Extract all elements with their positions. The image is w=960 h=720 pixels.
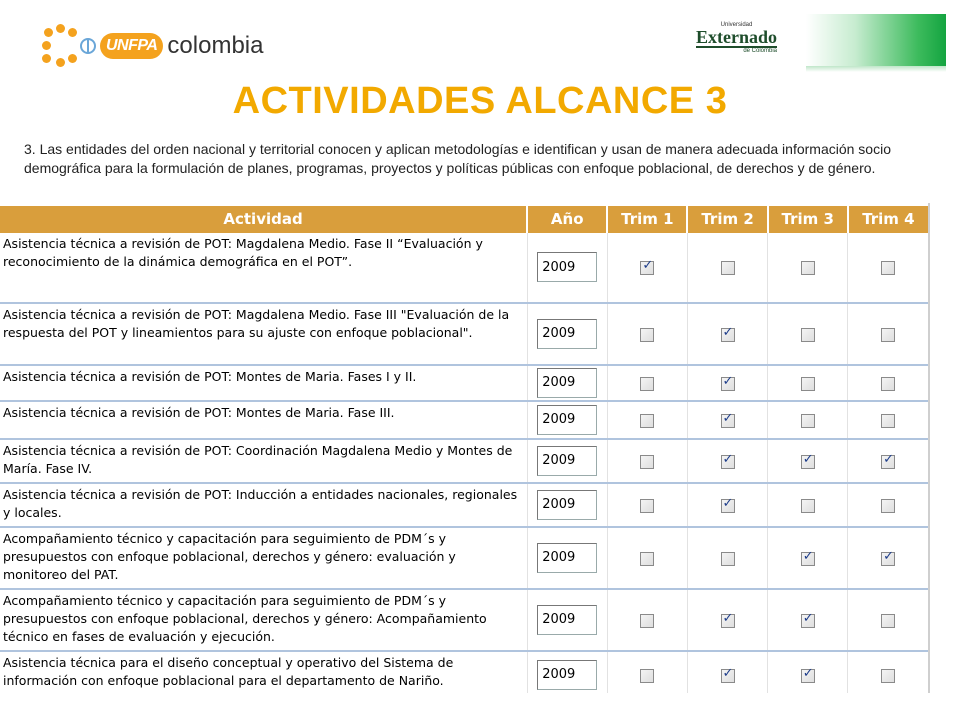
table-header-row xyxy=(0,205,928,233)
year-input[interactable] xyxy=(537,368,597,398)
activities-table xyxy=(0,203,928,693)
column-header-trim-3: Trim 3 xyxy=(768,205,848,233)
year-input[interactable] xyxy=(537,543,597,573)
activity-cell: Asistencia técnica a revisión de POT: Montes de Maria. Fases I y II. xyxy=(0,365,527,401)
trim-4-cell xyxy=(848,439,928,483)
trim-3-checkbox[interactable] xyxy=(801,669,815,683)
trim-2-checkbox[interactable] xyxy=(721,669,735,683)
year-input[interactable] xyxy=(537,490,597,520)
trim-3-cell xyxy=(768,401,848,439)
trim-3-cell xyxy=(768,589,848,651)
trim-2-cell xyxy=(687,365,767,401)
table-row xyxy=(0,365,928,401)
green-decorative-band xyxy=(806,14,946,66)
table-row xyxy=(0,233,928,303)
trim-2-checkbox[interactable] xyxy=(721,552,735,566)
trim-1-cell xyxy=(607,303,687,365)
externado-logo-sub: de Colombia xyxy=(743,48,777,54)
trim-2-cell xyxy=(687,651,767,694)
trim-4-checkbox[interactable] xyxy=(881,669,895,683)
activities-table-wrapper xyxy=(0,203,928,693)
column-header-trim-1: Trim 1 xyxy=(607,205,687,233)
trim-1-checkbox[interactable] xyxy=(640,552,654,566)
trim-4-cell xyxy=(848,483,928,527)
trim-2-checkbox[interactable] xyxy=(721,328,735,342)
table-right-edge xyxy=(928,203,930,693)
year-cell xyxy=(527,439,607,483)
activity-cell: Acompañamiento técnico y capacitación para seguimiento de PDM´s y presupuestos con enfoque poblacional, derechos y género: evaluación y monitoreo del PAT. xyxy=(0,527,527,589)
trim-3-cell xyxy=(768,439,848,483)
activity-cell: Asistencia técnica a revisión de POT: Coordinación Magdalena Medio y Montes de María. Fase IV. xyxy=(0,439,527,483)
table-row xyxy=(0,589,928,651)
activity-cell: Acompañamiento técnico y capacitación para seguimiento de PDM´s y presupuestos con enfoque poblacional, derechos y género: Acompañamiento técnico en fases de evaluación y ejecución. xyxy=(0,589,527,651)
trim-1-cell xyxy=(607,233,687,303)
trim-2-checkbox[interactable] xyxy=(721,414,735,428)
trim-3-checkbox[interactable] xyxy=(801,552,815,566)
trim-3-cell xyxy=(768,651,848,694)
trim-1-checkbox[interactable] xyxy=(640,261,654,275)
trim-3-cell xyxy=(768,365,848,401)
unfpa-country-text: colombia xyxy=(167,32,264,59)
year-cell xyxy=(527,401,607,439)
unfpa-dots-icon xyxy=(42,24,78,68)
trim-3-cell xyxy=(768,233,848,303)
column-header-trim-2: Trim 2 xyxy=(687,205,767,233)
un-globe-icon xyxy=(80,38,96,54)
activity-cell: Asistencia técnica a revisión de POT: Inducción a entidades nacionales, regionales y locales. xyxy=(0,483,527,527)
trim-2-checkbox[interactable] xyxy=(721,377,735,391)
trim-2-cell xyxy=(687,303,767,365)
trim-2-checkbox[interactable] xyxy=(721,455,735,469)
externado-logo-name: Externado xyxy=(696,27,777,47)
trim-1-cell xyxy=(607,527,687,589)
trim-1-checkbox[interactable] xyxy=(640,328,654,342)
trim-1-cell xyxy=(607,439,687,483)
table-row xyxy=(0,303,928,365)
activity-cell: Asistencia técnica para el diseño conceptual y operativo del Sistema de información con enfoque poblacional para el departamento de Nariño. xyxy=(0,651,527,694)
column-header-trim-4: Trim 4 xyxy=(848,205,928,233)
trim-2-checkbox[interactable] xyxy=(721,499,735,513)
trim-1-cell xyxy=(607,589,687,651)
trim-3-checkbox[interactable] xyxy=(801,328,815,342)
trim-1-cell xyxy=(607,483,687,527)
year-input[interactable] xyxy=(537,446,597,476)
trim-4-cell xyxy=(848,651,928,694)
trim-2-cell xyxy=(687,401,767,439)
trim-1-cell xyxy=(607,401,687,439)
trim-3-checkbox[interactable] xyxy=(801,377,815,391)
trim-2-cell xyxy=(687,439,767,483)
trim-4-checkbox[interactable] xyxy=(881,377,895,391)
trim-1-checkbox[interactable] xyxy=(640,614,654,628)
activity-cell: Asistencia técnica a revisión de POT: Magdalena Medio. Fase III "Evaluación de la respuesta del POT y lineamientos para su ajuste con enfoque poblacional". xyxy=(0,303,527,365)
trim-4-cell xyxy=(848,303,928,365)
year-input[interactable] xyxy=(537,252,597,282)
year-cell xyxy=(527,483,607,527)
trim-4-checkbox[interactable] xyxy=(881,261,895,275)
trim-3-checkbox[interactable] xyxy=(801,499,815,513)
trim-4-checkbox[interactable] xyxy=(881,499,895,513)
trim-1-checkbox[interactable] xyxy=(640,669,654,683)
unfpa-badge: UNFPA xyxy=(100,33,163,59)
green-band-shadow xyxy=(806,66,946,72)
trim-1-cell xyxy=(607,365,687,401)
table-row xyxy=(0,483,928,527)
year-cell xyxy=(527,303,607,365)
table-row xyxy=(0,527,928,589)
table-body xyxy=(0,233,928,694)
trim-4-checkbox[interactable] xyxy=(881,455,895,469)
trim-3-cell xyxy=(768,483,848,527)
trim-3-cell xyxy=(768,527,848,589)
trim-4-checkbox[interactable] xyxy=(881,414,895,428)
trim-1-checkbox[interactable] xyxy=(640,499,654,513)
trim-1-checkbox[interactable] xyxy=(640,414,654,428)
trim-2-cell xyxy=(687,483,767,527)
trim-4-checkbox[interactable] xyxy=(881,552,895,566)
trim-3-checkbox[interactable] xyxy=(801,261,815,275)
trim-2-cell xyxy=(687,527,767,589)
year-input[interactable] xyxy=(537,405,597,435)
trim-4-cell xyxy=(848,365,928,401)
page-title: ACTIVIDADES ALCANCE 3 xyxy=(232,80,728,122)
trim-2-cell xyxy=(687,589,767,651)
year-cell xyxy=(527,527,607,589)
year-cell xyxy=(527,365,607,401)
table-row xyxy=(0,401,928,439)
column-header-year: Año xyxy=(527,205,607,233)
trim-1-cell xyxy=(607,651,687,694)
trim-3-cell xyxy=(768,303,848,365)
table-row xyxy=(0,651,928,694)
scope-description: 3. Las entidades del orden nacional y territorial conocen y aplican metodologías e identifican y usan de manera adecuada información socio demográfica para la formulación de planes, programas, proyectos y políticas públicas con enfoque poblacional, de derechos y de género. xyxy=(24,141,891,176)
trim-4-cell xyxy=(848,527,928,589)
externado-logo-small: Universidad xyxy=(720,22,753,28)
trim-4-cell xyxy=(848,401,928,439)
trim-3-checkbox[interactable] xyxy=(801,455,815,469)
trim-3-checkbox[interactable] xyxy=(801,414,815,428)
externado-logo xyxy=(696,22,777,54)
trim-2-checkbox[interactable] xyxy=(721,614,735,628)
year-input[interactable] xyxy=(537,319,597,349)
trim-4-cell xyxy=(848,233,928,303)
trim-2-checkbox[interactable] xyxy=(721,261,735,275)
trim-4-checkbox[interactable] xyxy=(881,614,895,628)
trim-1-checkbox[interactable] xyxy=(640,377,654,391)
year-input[interactable] xyxy=(537,660,597,690)
trim-4-cell xyxy=(848,589,928,651)
table-row xyxy=(0,439,928,483)
year-cell xyxy=(527,233,607,303)
trim-2-cell xyxy=(687,233,767,303)
column-header-activity: Actividad xyxy=(0,205,527,233)
year-cell xyxy=(527,651,607,694)
activity-cell: Asistencia técnica a revisión de POT: Montes de Maria. Fase III. xyxy=(0,401,527,439)
year-cell xyxy=(527,589,607,651)
unfpa-colombia-logo xyxy=(42,24,263,68)
activity-cell: Asistencia técnica a revisión de POT: Magdalena Medio. Fase II “Evaluación y reconocimiento de la dinámica demográfica en el POT”. xyxy=(0,233,527,303)
trim-4-checkbox[interactable] xyxy=(881,328,895,342)
trim-3-checkbox[interactable] xyxy=(801,614,815,628)
trim-1-checkbox[interactable] xyxy=(640,455,654,469)
year-input[interactable] xyxy=(537,605,597,635)
